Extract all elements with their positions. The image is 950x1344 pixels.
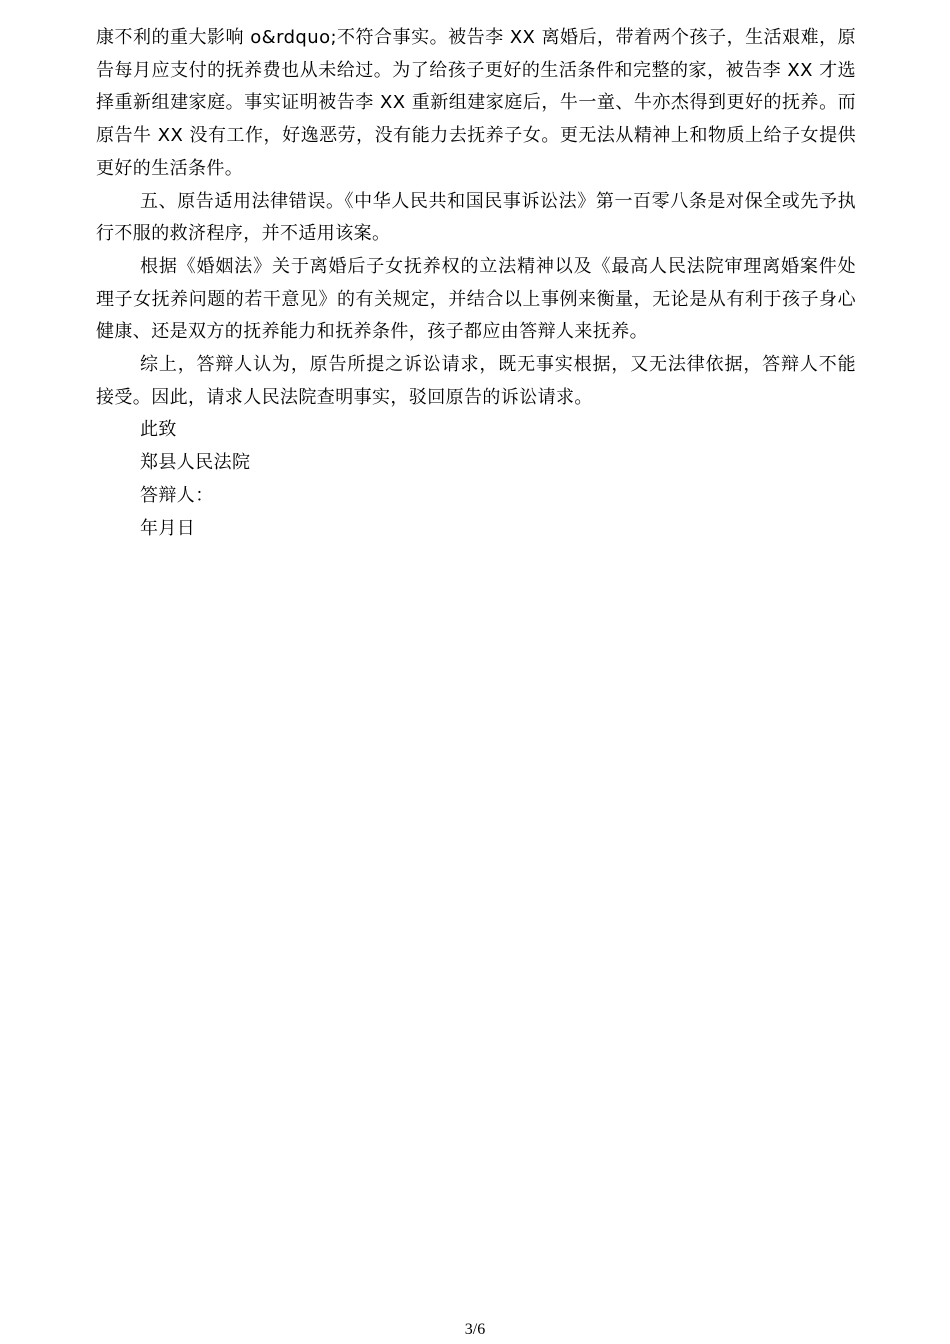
document-page [96,22,856,545]
page-number: 3/6 [464,1321,486,1338]
closing-salutation: 此致 [140,419,177,441]
closing-date: 年月日 [140,517,196,539]
closing-respondent: 答辩人： [140,484,214,506]
closing-court: 郑县人民法院 [140,452,251,474]
paragraph-conclusion: 综上，答辩人认为，原告所提之诉讼请求，既无事实根据，又无法律依据，答辩人不能接受。因此，请求人民法院查明事实，驳回原告的诉讼请求。 [96,354,856,408]
paragraph-point-five: 五、原告适用法律错误。《中华人民共和国民事诉讼法》第一百零八条是对保全或先予执行不服的救济程序，并不适用该案。 [96,190,856,245]
paragraph-continuation: 康不利的重大影响 o&rdquo;不符合事实。被告李 XX 离婚后，带着两个孩子，生活艰难，原告每月应支付的抚养费也从未给过。为了给孩子更好的生活条件和完整的家，被告李 XX 才选择重新组建家庭。事实证明被告李 XX 重新组建家庭后，牛一童、牛亦杰得到更好的抚养。而原告牛 XX 没有工作，好逸恶劳，没有能力去抚养子女。更无法从精神上和物质上给子女提供更好的生活条件。 [96,27,856,179]
paragraph-legal-basis: 根据《婚姻法》关于离婚后子女抚养权的立法精神以及《最高人民法院审理离婚案件处理子女抚养问题的若干意见》的有关规定，并结合以上事例来衡量，无论是从有利于孩子身心健康、还是双方的抚养能力和抚养条件，孩子都应由答辩人来抚养。 [96,255,856,343]
